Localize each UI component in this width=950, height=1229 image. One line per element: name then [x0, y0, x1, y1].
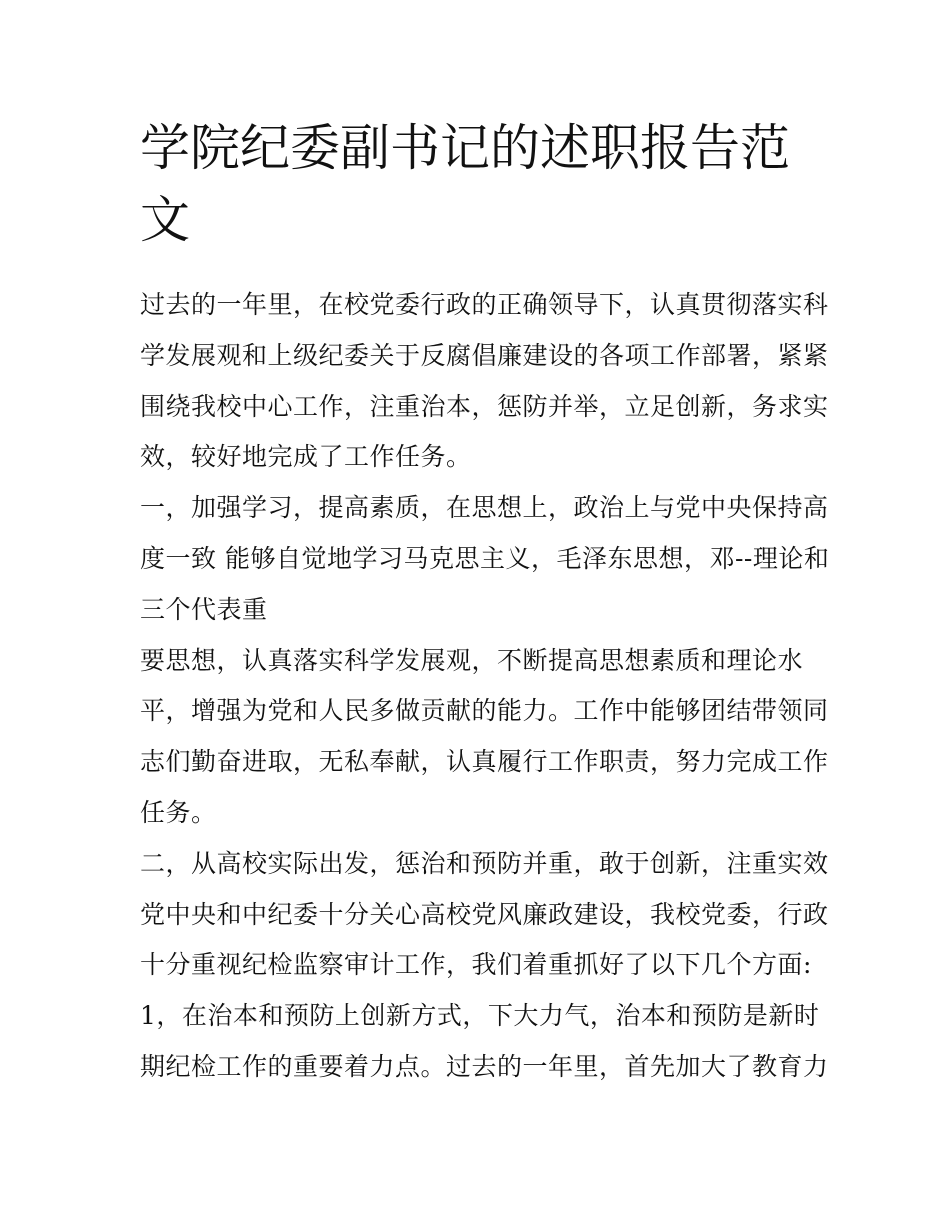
title-line: 学院纪委副书记的述职报告范: [140, 119, 790, 177]
document-title: [140, 112, 820, 256]
body-line: 效，较好地完成了工作任务。: [140, 442, 472, 472]
body-line: 志们勤奋进取，无私奉献，认真履行工作职责，努力完成工作: [140, 747, 829, 777]
body-line: 党中央和中纪委十分关心高校党风廉政建设，我校党委，行政: [140, 899, 829, 929]
body-line: 二，从高校实际出发，惩治和预防并重，敢于创新，注重实效: [140, 848, 829, 878]
body-line: 三个代表重: [140, 594, 268, 624]
body-line: 度一致 能够自觉地学习马克思主义，毛泽东思想，邓--理论和: [140, 543, 830, 573]
body-line: 1，在治本和预防上创新方式，下大力气，治本和预防是新时: [140, 1001, 820, 1031]
body-line: 平，增强为党和人民多做贡献的能力。工作中能够团结带领同: [140, 696, 829, 726]
body-line: 一，加强学习，提高素质，在思想上，政治上与党中央保持高: [140, 493, 829, 523]
body-line: 期纪检工作的重要着力点。过去的一年里，首先加大了教育力: [140, 1051, 829, 1081]
body-line: 过去的一年里，在校党委行政的正确领导下，认真贯彻落实科: [140, 290, 829, 319]
document-body: [140, 280, 830, 1093]
title-line: 文: [140, 191, 190, 249]
body-line: 要思想，认真落实科学发展观，不断提高思想素质和理论水: [140, 645, 804, 675]
body-line: 学发展观和上级纪委关于反腐倡廉建设的各项工作部署，紧紧: [140, 340, 829, 370]
body-line: 围绕我校中心工作，注重治本，惩防并举，立足创新，务求实: [140, 391, 829, 421]
body-line: 任务。: [140, 797, 217, 827]
body-line: 十分重视纪检监察审计工作，我们着重抓好了以下几个方面:: [140, 950, 812, 980]
